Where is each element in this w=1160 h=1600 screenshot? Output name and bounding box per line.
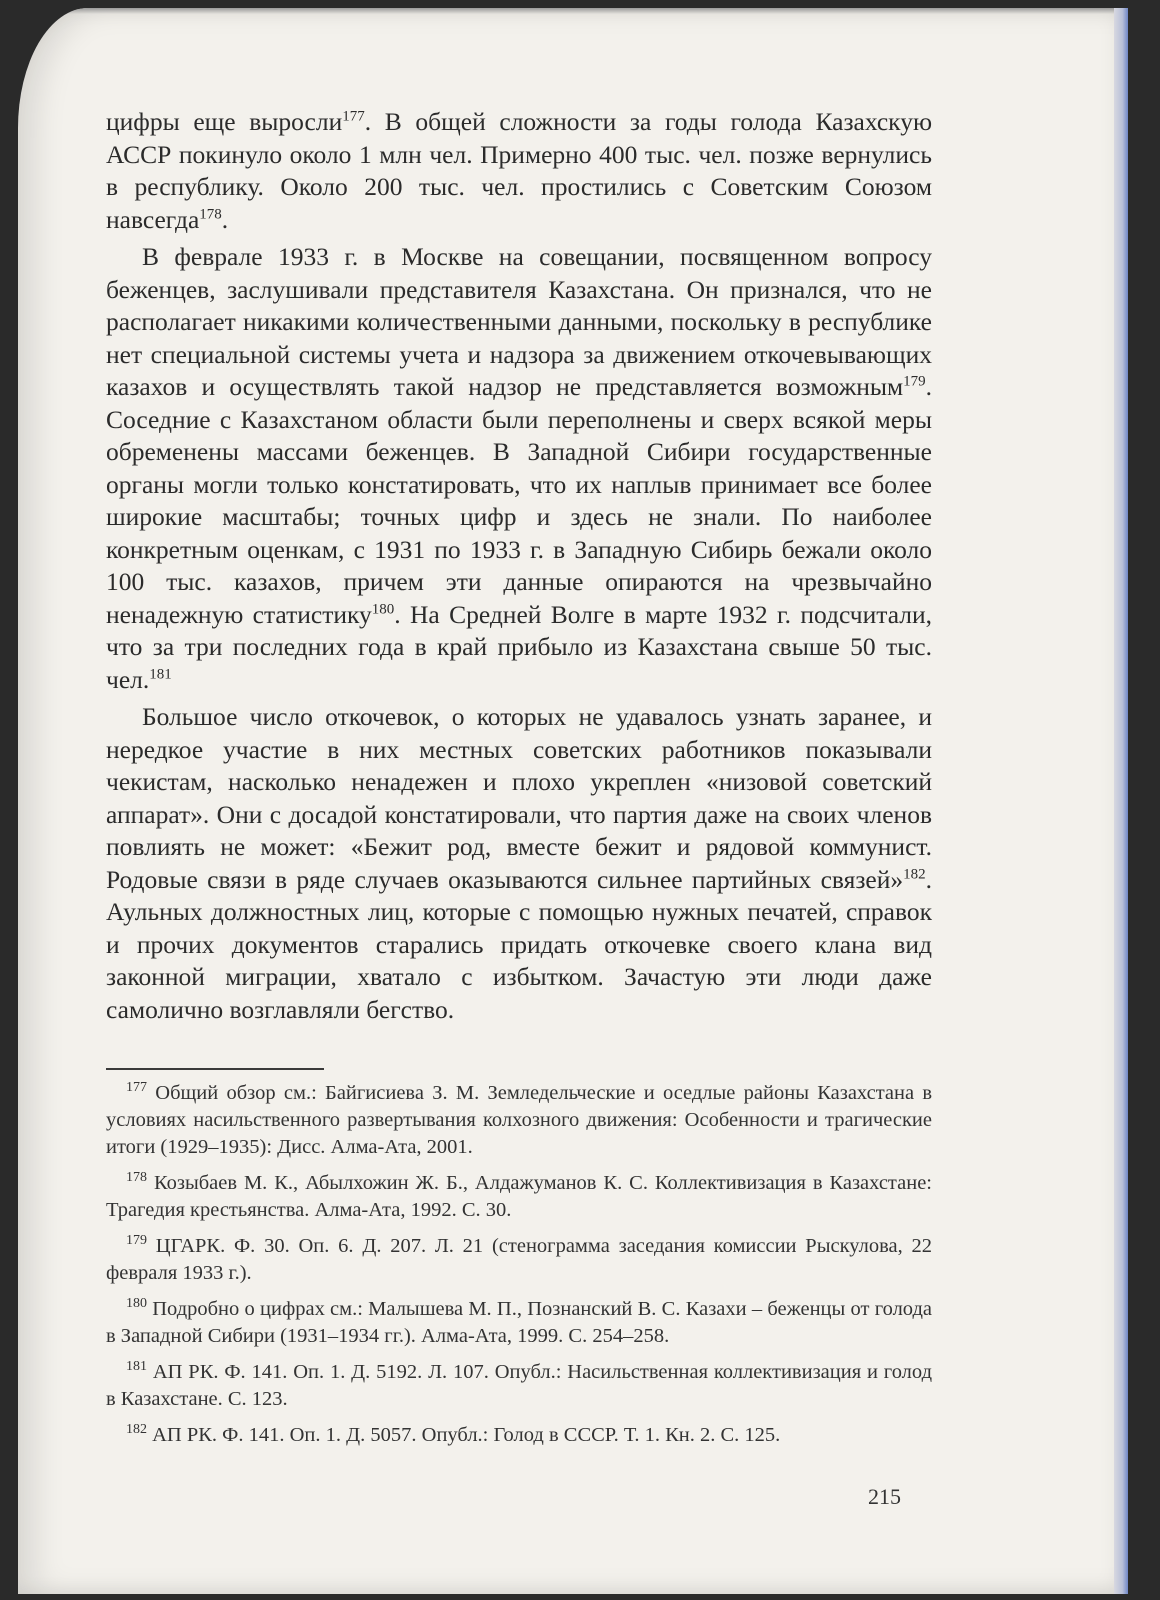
main-text	[106, 106, 932, 1026]
footnote-ref-182[interactable]: 182	[903, 866, 926, 882]
footnote-177: $^{177}$ Общий обзор см.: Байгисиева З. М. Земледельческие и оседлые районы Казахстана в условиях насильственного развертывания колхозного движения: Особенности и трагические итоги (1929–1935): Дисс. Алма-Ата, 2001.	[106, 1080, 933, 1158]
footnote-181: $^{181}$ АП РК. Ф. 141. Оп. 1. Д. 5192. Л. 107. Опубл.: Насильственная коллективизация и голод в Казахстане. С. 123.	[106, 1359, 932, 1410]
footnote-divider	[106, 1068, 324, 1070]
book-page	[18, 8, 1128, 1594]
page-number: 215	[868, 1484, 901, 1509]
footnote-ref-177[interactable]: 177	[342, 108, 365, 125]
footnote-182: $^{182}$ АП РК. Ф. 141. Оп. 1. Д. 5057. Опубл.: Голод в СССР. Т. 1. Кн. 2. С. 125.	[126, 1422, 781, 1446]
footnote-ref-178[interactable]: 178	[199, 206, 222, 222]
footnote-ref-179[interactable]: 179	[903, 373, 926, 390]
footnote-179: $^{179}$ ЦГАРК. Ф. 30. Оп. 6. Д. 207. Л. 21 (стенограмма заседания комиссии Рыскулова, 22 февраля 1933 г.).	[106, 1233, 932, 1284]
footnotes	[106, 1080, 932, 1458]
paragraph-2: В феврале 1933 г. в Москве на совещании, посвященном вопросу беженцев, заслушивали представителя Казахстана. Он признался, что не располагает никакими количественными данными, поскольку в республике нет специальной системы учета и надзора за движением откочевывающих казахов и осуществлять такой надзор не представляется возможным$^{179}$. Соседние с Казахстаном области были переполнены и сверх всякой меры обременены массами беженцев. В Западной Сибири государственные органы могли только констатировать, что их наплыв принимает все более широкие масштабы; точных цифр и здесь не знали. По наиболее конкретным оценкам, с 1931 по 1933 г. в Западную Сибирь бежали около 100 тыс. казахов, причем эти данные опираются на чрезвычайно ненадежную статистику$^{180}$. На Средней Волге в марте 1932 г. подсчитали, что за три последних года в край прибыло из Казахстана свыше 50 тыс. чел.$^{181}$	[106, 242, 932, 694]
footnote-180: $^{180}$ Подробно о цифрах см.: Малышева М. П., Познанский В. С. Казахи – беженцы от голода в Западной Сибири (1931–1934 гг.). Алма-Ата, 1999. С. 254–258.	[106, 1296, 932, 1347]
footnote-ref-180[interactable]: 180	[371, 601, 395, 617]
paragraph-1: цифры еще выросли$^{177}$. В общей сложности за годы голода Казахскую АССР покинуло около 1 млн чел. Примерно 400 тыс. чел. позже вернулись в республику. Около 200 тыс. чел. простились с Советским Союзом навсегда$^{178}$.	[106, 107, 932, 234]
page-top-edge	[18, 8, 1128, 14]
paragraph-3: Большое число откочевок, о которых не удавалось узнать заранее, и нередкое участие в них местных советских работников показывали чекистам, насколько ненадежен и плохо укреплен «низовой советский аппарат». Они с досадой констатировали, что партия даже на своих членов повлиять не может: «Бежит род, вместе бежит и рядовой коммунист. Родовые связи в ряде случаев оказываются сильнее партийных связей»$^{182}$. Аульных должностных лиц, которые с помощью нужных печатей, справок и прочих документов старались придать откочевке своего клана вид законной миграции, хватало с избытком. Зачастую эти люди даже самолично возглавляли бегство.	[106, 702, 932, 1024]
footnote-178: $^{178}$ Козыбаев М. К., Абылхожин Ж. Б., Алдажуманов К. С. Коллективизация в Казахстане: Трагедия крестьянства. Алма-Ата, 1992. С. 30.	[106, 1170, 932, 1221]
footnote-ref-181[interactable]: 181	[149, 666, 172, 682]
page-right-edge	[1114, 8, 1128, 1594]
